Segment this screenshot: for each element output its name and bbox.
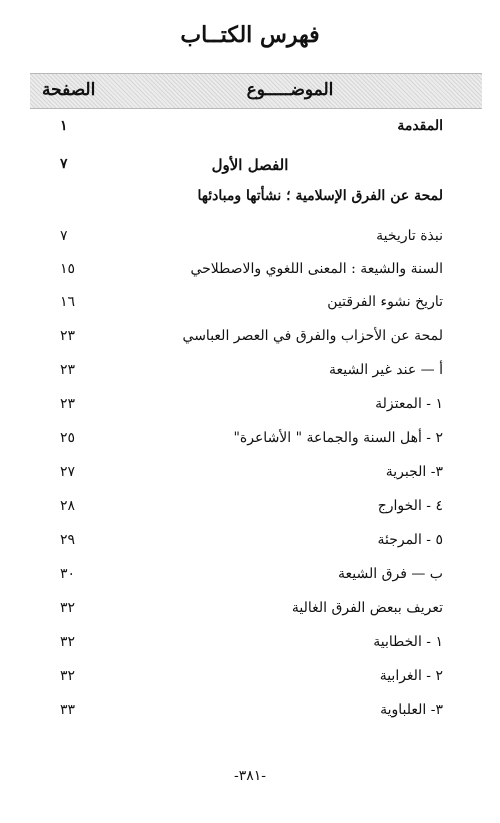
toc-entry-title: ٤ - الخوارج <box>377 498 443 514</box>
toc-row <box>0 362 500 384</box>
toc-entry-page: ٢٣ <box>60 362 76 378</box>
toc-entry-page: ٢٣ <box>60 328 76 344</box>
page-number: -٣٨١- <box>233 768 267 784</box>
toc-entry-title: ٣- العلباوية <box>380 702 443 718</box>
toc-entry-page: ٣٠ <box>60 566 76 582</box>
toc-row <box>0 396 500 418</box>
toc-row <box>0 228 500 250</box>
toc-row <box>0 430 500 452</box>
toc-row <box>0 702 500 724</box>
toc-entry-page: ٣٢ <box>60 634 76 650</box>
toc-entry-title: ١ - الخطابية <box>373 634 443 650</box>
toc-entry-page: ١٦ <box>60 294 76 310</box>
header-page-label: الصفحة <box>42 80 96 100</box>
toc-row <box>0 566 500 588</box>
toc-entry-page: ٣٣ <box>60 702 76 718</box>
toc-row <box>0 464 500 486</box>
toc-entry-page: ٣٢ <box>60 600 76 616</box>
toc-entry-page: ٢٥ <box>60 430 76 446</box>
header-topic-label: الموضـــــوع <box>246 80 334 100</box>
page-title: فهرس الكتــاب <box>180 22 320 48</box>
chapter-heading: الفصل الأول <box>211 156 289 174</box>
toc-entry-page: ٢٨ <box>60 498 76 514</box>
toc-entry-page: ٧ <box>60 156 68 172</box>
toc-entry-page: ١ <box>60 118 68 134</box>
toc-entry-page: ٣٢ <box>60 668 76 684</box>
toc-entry-title: ٢ - أهل السنة والجماعة " الأشاعرة" <box>233 430 443 446</box>
toc-row <box>0 328 500 350</box>
toc-entry-title: ٥ - المرجئة <box>377 532 443 548</box>
toc-row <box>0 294 500 316</box>
toc-row <box>0 261 500 283</box>
toc-row <box>0 498 500 520</box>
toc-entry-title: تعريف ببعض الفرق الغالية <box>291 600 443 616</box>
toc-entry-title: لمحة عن الأحزاب والفرق في العصر العباسي <box>182 328 443 344</box>
toc-entry-title: المقدمة <box>397 118 443 134</box>
toc-entry-title: ٣- الجبرية <box>385 464 443 480</box>
toc-row <box>0 600 500 622</box>
toc-entry-page: ١٥ <box>60 261 76 277</box>
toc-row <box>0 532 500 554</box>
toc-row <box>0 634 500 656</box>
table-header <box>30 73 482 109</box>
toc-entry-title: ب — فرق الشيعة <box>338 566 443 582</box>
toc-entry-page: ٢٣ <box>60 396 76 412</box>
toc-entry-page: ٢٩ <box>60 532 76 548</box>
chapter-subtitle-row <box>0 188 500 210</box>
toc-entry-title: تاريخ نشوء الفرقتين <box>327 294 443 310</box>
toc-entry-page: ٢٧ <box>60 464 76 480</box>
toc-entry-title: نبذة تاريخية <box>376 228 443 244</box>
toc-entry-title: السنة والشيعة : المعنى اللغوي والاصطلاحي <box>190 261 443 277</box>
toc-entry-title: أ — عند غير الشيعة <box>328 362 443 378</box>
toc-entry-title: ٢ - الغرابية <box>379 668 443 684</box>
chapter-subtitle: لمحة عن الفرق الإسلامية ؛ نشأتها ومبادئها <box>197 188 443 204</box>
toc-row <box>0 118 500 140</box>
toc-entry-title: ١ - المعتزلة <box>375 396 443 412</box>
toc-entry-page: ٧ <box>60 228 68 244</box>
chapter-heading-row <box>0 156 500 178</box>
toc-row <box>0 668 500 690</box>
